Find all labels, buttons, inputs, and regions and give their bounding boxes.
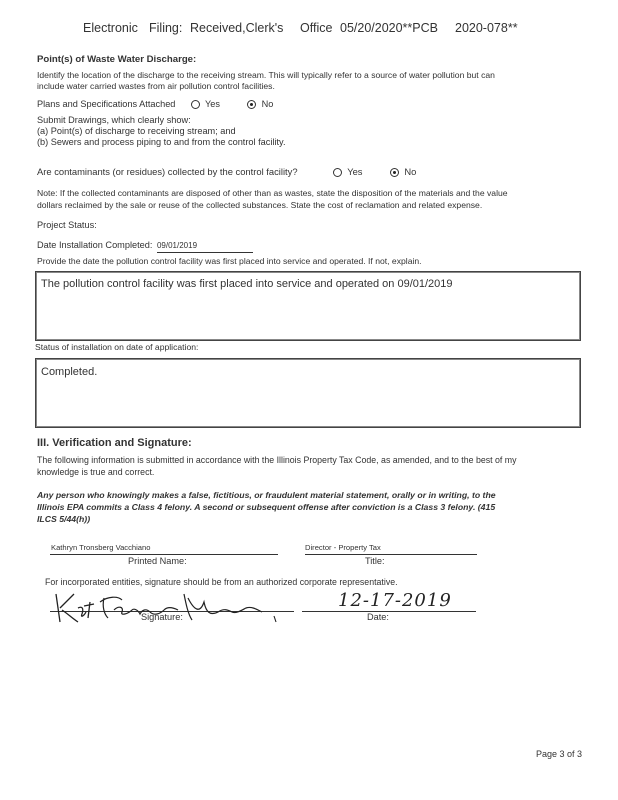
service-prompt: Provide the date the pollution control facility was first placed into service and operated. If not, explain. (37, 256, 422, 266)
header-stamp-date: 05/20/2020**PCB (340, 21, 438, 35)
submit-line2: (a) Point(s) of discharge to receiving stream; and (37, 126, 236, 136)
submit-line3: (b) Sewers and process piping to and from the control facility. (37, 137, 286, 147)
plans-no-radio[interactable] (247, 100, 256, 109)
printed-name-field[interactable] (50, 542, 278, 555)
discharge-heading: Point(s) of Waste Water Discharge: (37, 54, 197, 65)
title-label: Title: (365, 556, 385, 566)
warning-line1: Any person who knowingly makes a false, fictitious, or fraudulent material statement, orally or in writing, to the (37, 490, 496, 500)
discharge-desc-line2: include water carried wastes from air pollution control facilities. (37, 81, 275, 91)
header-case-number: 2020-078** (455, 21, 518, 35)
verification-para-line2: knowledge is true and correct. (37, 467, 155, 477)
header-electronic: Electronic (83, 21, 138, 35)
warning-line3: ILCS 5/44(h)) (37, 514, 91, 524)
contaminants-note-line1: Note: If the collected contaminants are disposed of other than as wastes, state the disposition of the materials and the value (37, 188, 508, 198)
plans-row (37, 99, 273, 111)
date-installed-value: 09/01/2019 (156, 241, 198, 250)
date-installed-field[interactable] (157, 240, 253, 253)
plans-yes-radio[interactable] (191, 100, 200, 109)
service-answer-box[interactable] (35, 271, 581, 341)
header-filing: Filing: (149, 21, 183, 35)
date-installed-label: Date Installation Completed: (37, 240, 153, 250)
contaminants-no-radio[interactable] (390, 168, 399, 177)
verification-heading: III. Verification and Signature: (37, 437, 192, 449)
printed-name-label: Printed Name: (128, 556, 187, 566)
service-answer-text: The pollution control facility was first placed into service and operated on 09/01/2019 (41, 278, 453, 290)
status-answer-box[interactable] (35, 358, 581, 428)
page-number: Page 3 of 3 (536, 749, 583, 759)
signature-label: Signature: (141, 612, 183, 622)
title-field[interactable] (305, 542, 477, 555)
contaminants-question: Are contaminants (or residues) collected by the control facility? (37, 166, 298, 177)
submit-line1: Submit Drawings, which clearly show: (37, 115, 191, 125)
status-label: Status of installation on date of application: (35, 342, 199, 352)
plans-no-label: No (261, 99, 274, 109)
plans-yes-label: Yes (204, 99, 220, 109)
discharge-desc-line1: Identify the location of the discharge to the receiving stream. This will typically refer to a source of water pollution but can (37, 70, 495, 80)
handwritten-date: 12-17-2019 (338, 590, 452, 611)
plans-label: Plans and Specifications Attached (37, 99, 176, 109)
contaminants-note-line2: dollars reclaimed by the sale or reuse of the collected substances. State the cost of reclamation and related expense. (37, 200, 483, 210)
project-heading: Project Status: (37, 220, 97, 230)
contaminants-no-label: No (404, 166, 417, 177)
corporate-note: For incorporated entities, signature should be from an authorized corporate representative. (45, 577, 398, 587)
header-office: Office (300, 21, 333, 35)
contaminants-row (37, 166, 416, 178)
date-installed-row (37, 240, 253, 253)
warning-line2: Illinois EPA commits a Class 4 felony. A second or subsequent offense after conviction is a Class 3 felony. (415 (37, 502, 496, 512)
printed-name-value: Kathryn Tronsberg Vacchiano (51, 543, 151, 552)
title-value: Director - Property Tax (305, 543, 381, 552)
verification-para-line1: The following information is submitted in accordance with the Illinois Property Tax Code, as amended, and to the best of my (37, 455, 517, 465)
header-received: Received,Clerk's (190, 21, 284, 35)
date-field[interactable] (302, 611, 476, 612)
status-answer-text: Completed. (41, 366, 98, 378)
contaminants-yes-radio[interactable] (333, 168, 342, 177)
date-label: Date: (367, 612, 389, 622)
contaminants-yes-label: Yes (347, 166, 363, 177)
